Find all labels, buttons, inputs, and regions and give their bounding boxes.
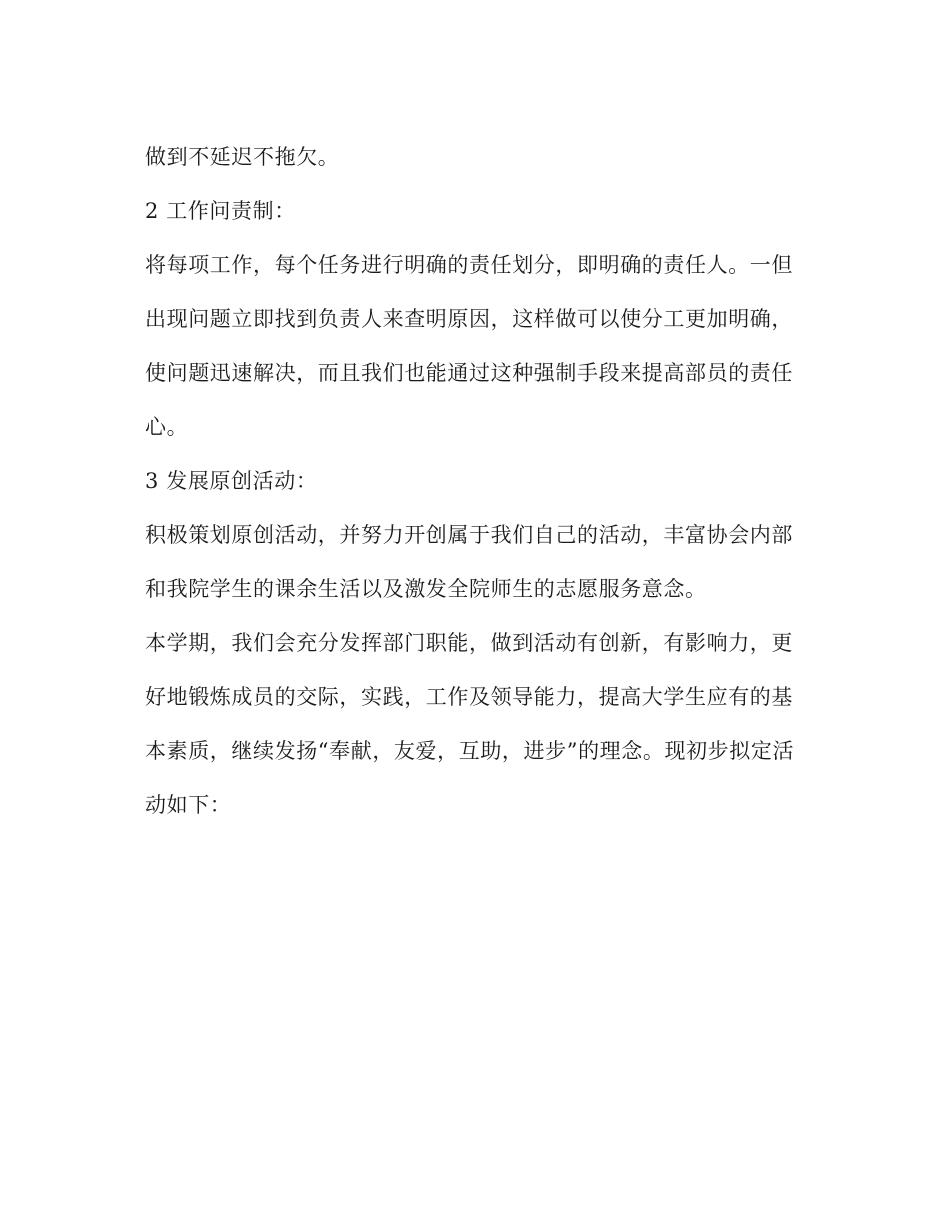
text-line: 本学期，我们会充分发挥部门职能，做到活动有创新，有影响力，更 — [145, 631, 793, 655]
text-line: 使问题迅速解决，而且我们也能通过这种强制手段来提高部员的责任 — [145, 361, 793, 385]
text-line: 心。 — [145, 415, 189, 439]
text-line: 动如下： — [145, 793, 232, 817]
section-heading: 3 发展原创活动： — [145, 469, 318, 493]
text-line: 出现问题立即找到负责人来查明原因，这样做可以使分工更加明确， — [145, 307, 793, 331]
text-line: 将每项工作，每个任务进行明确的责任划分，即明确的责任人。一但 — [145, 253, 793, 277]
document-body — [145, 130, 805, 832]
text-line: 本素质，继续发扬“奉献，友爱，互助，进步”的理念。现初步拟定活 — [145, 739, 795, 763]
text-line: 做到不延迟不拖欠。 — [145, 145, 340, 169]
text-line: 积极策划原创活动，并努力开创属于我们自己的活动，丰富协会内部 — [145, 523, 793, 547]
section-heading: 2 工作问责制： — [145, 199, 296, 223]
text-line: 好地锻炼成员的交际，实践，工作及领导能力，提高大学生应有的基 — [145, 685, 793, 709]
text-line: 和我院学生的课余生活以及激发全院师生的志愿服务意念。 — [145, 577, 707, 601]
